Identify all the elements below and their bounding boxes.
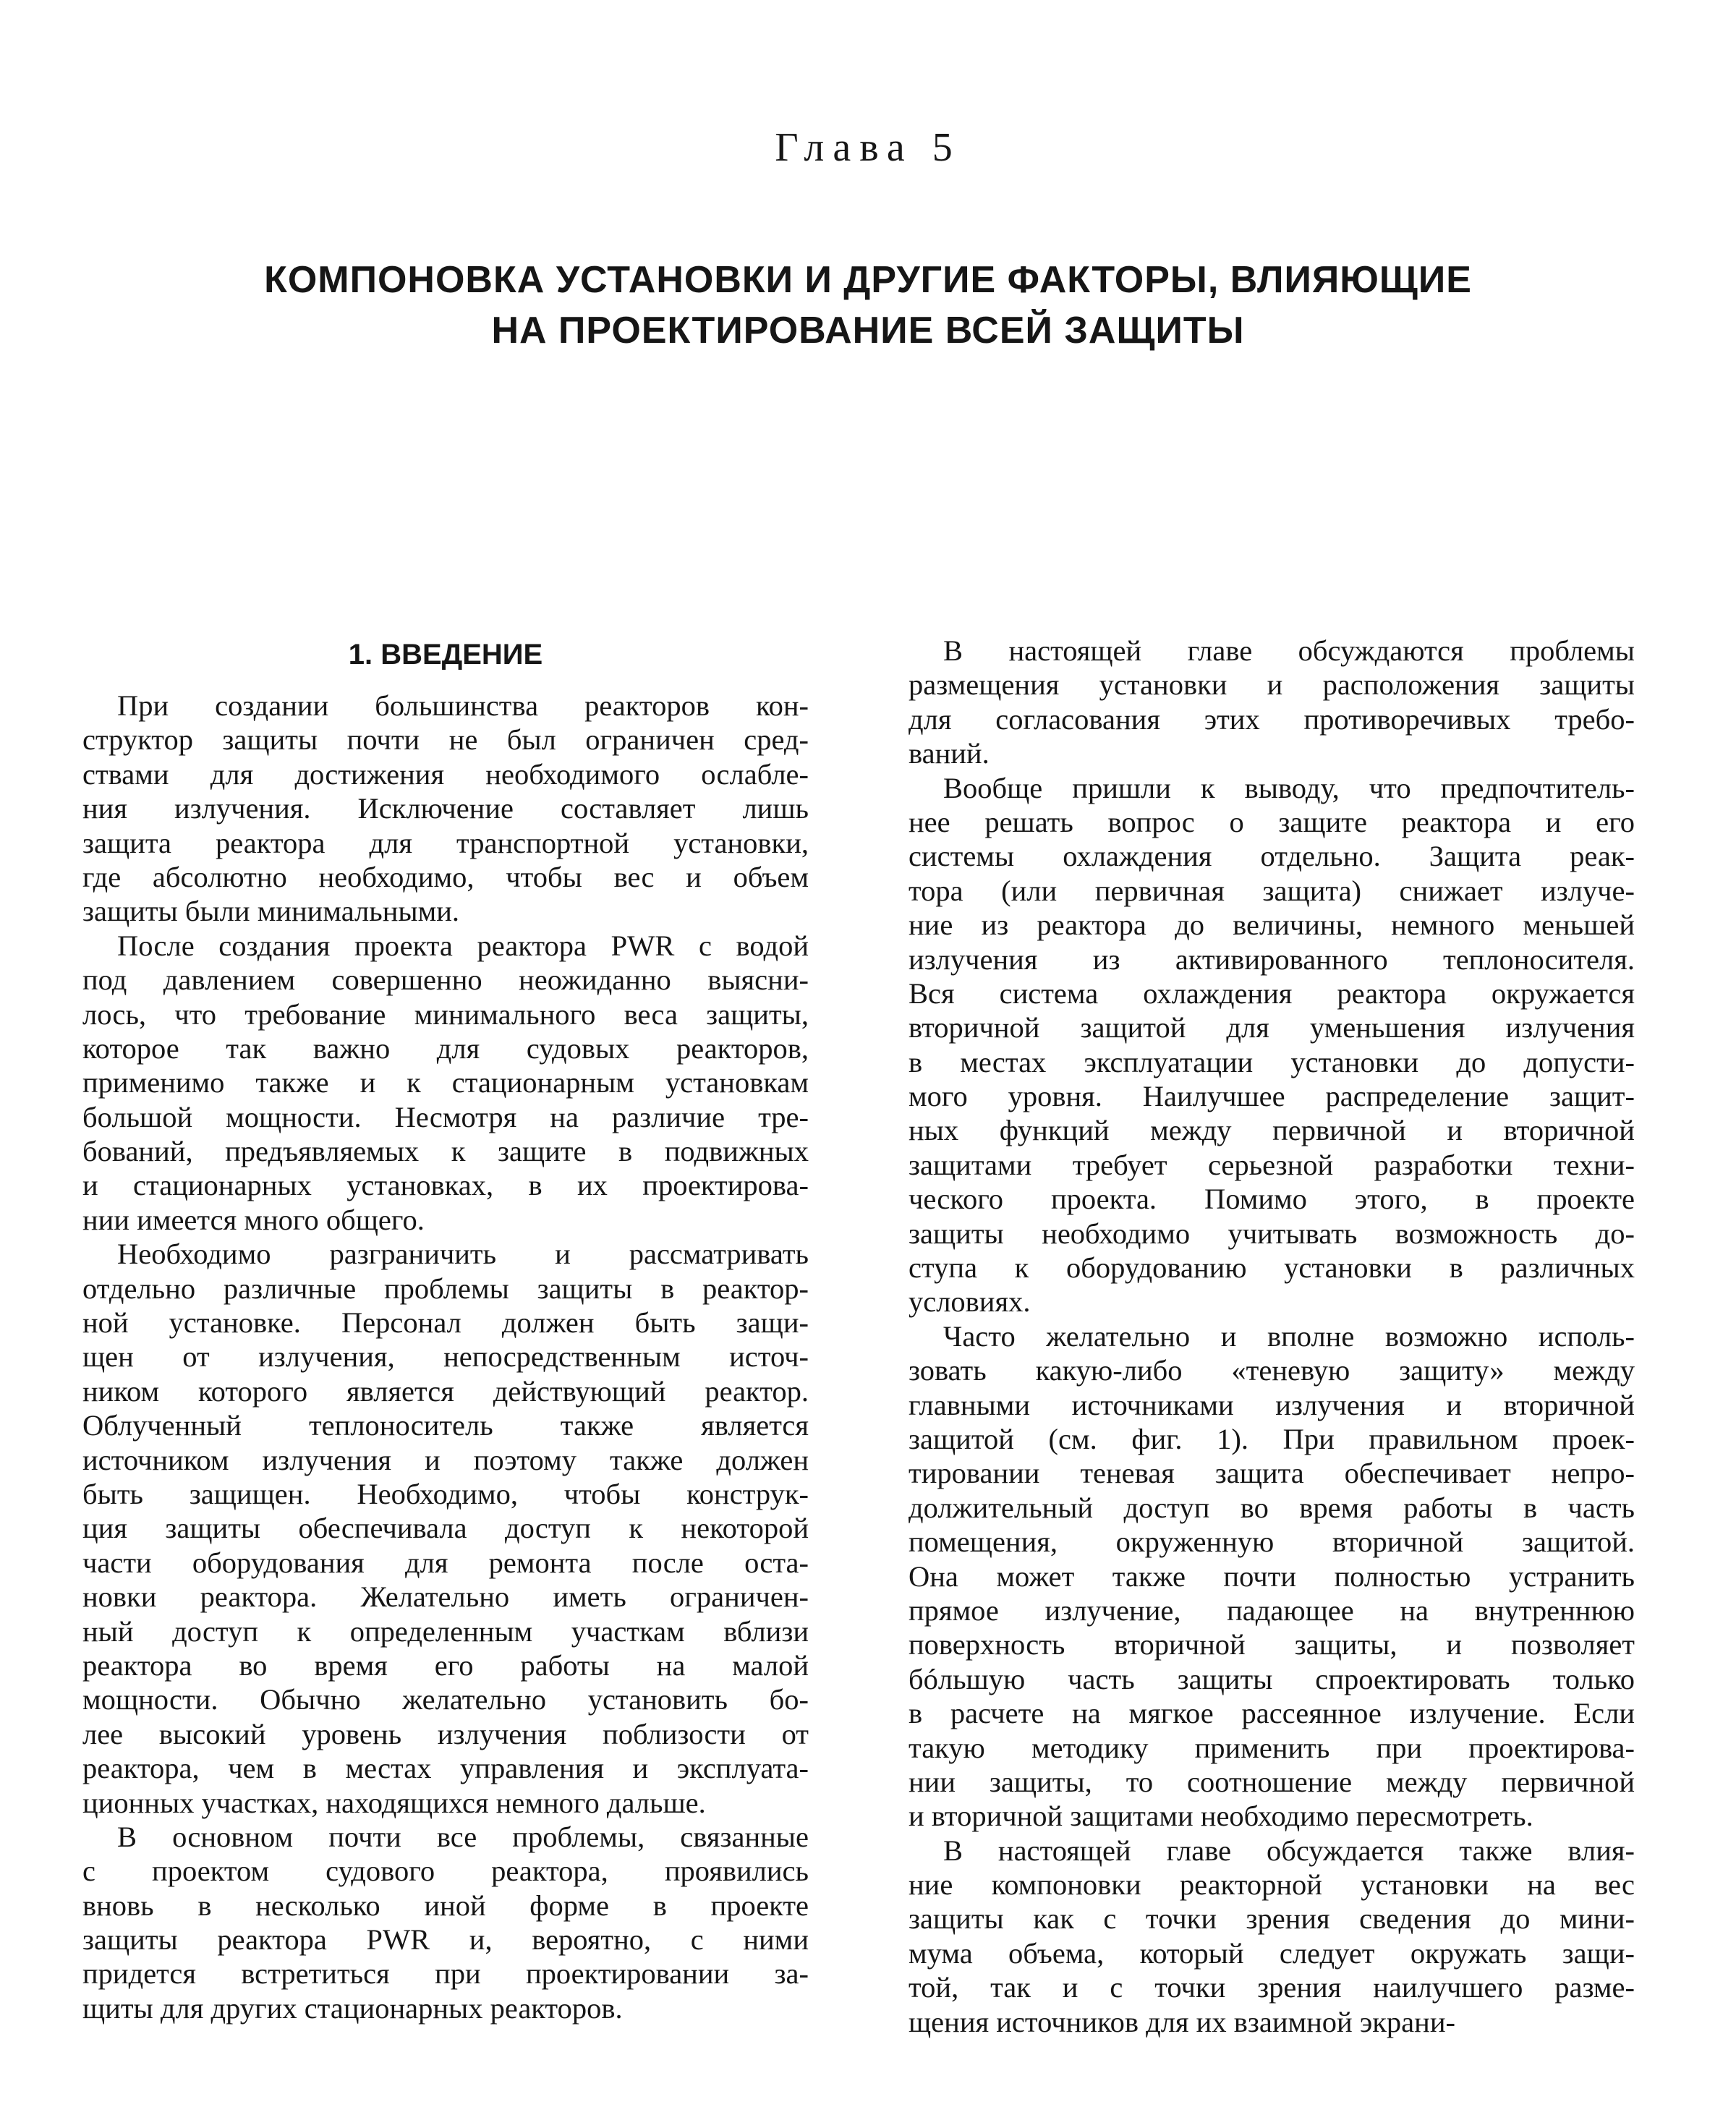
text-line: излучения из активированного теплоносителя. bbox=[909, 942, 1635, 976]
text-line: где абсолютно необходимо, чтобы вес и объем bbox=[82, 860, 809, 893]
text-line: должительный доступ во время работы в часть bbox=[909, 1491, 1635, 1524]
chapter-title-line-1: КОМПОНОВКА УСТАНОВКИ И ДРУГИЕ ФАКТОРЫ, ВЛИЯЮЩИЕ bbox=[264, 259, 1472, 301]
text-line: Облученный теплоноситель также является bbox=[82, 1409, 809, 1442]
text-line: в расчете на мягкое рассеянное излучение. Если bbox=[909, 1697, 1635, 1730]
text-line: нии защиты, то соотношение между первичной bbox=[909, 1765, 1635, 1798]
text-line: щиты для других стационарных реакторов. bbox=[82, 1991, 623, 2025]
text-line: мума объема, который следует окружать защи- bbox=[909, 1936, 1635, 1970]
text-line: ния излучения. Исключение составляет лишь bbox=[82, 792, 809, 825]
text-line: ной установке. Персонал должен быть защи- bbox=[82, 1306, 809, 1340]
text-line: После создания проекта реактора PWR с водой bbox=[117, 929, 809, 962]
text-line: условиях. bbox=[909, 1285, 1031, 1319]
text-line: защиты были минимальными. bbox=[82, 895, 460, 928]
text-line: Необходимо разграничить и рассматривать bbox=[117, 1238, 809, 1271]
text-line: применимо также и к стационарным установкам bbox=[82, 1066, 809, 1099]
text-line: защиты необходимо учитывать возможность до- bbox=[909, 1217, 1635, 1250]
text-line: под давлением совершенно неожиданно выясни- bbox=[82, 963, 809, 997]
paragraph bbox=[82, 1237, 809, 1820]
text-line: структор защиты почти не был ограничен сред- bbox=[82, 723, 809, 757]
left-column bbox=[82, 637, 809, 2025]
text-line: главными источниками излучения и вторичной bbox=[909, 1388, 1635, 1421]
text-line: ствами для достижения необходимого ослабле- bbox=[82, 757, 809, 791]
text-line: вторичной защитой для уменьшения излучения bbox=[909, 1011, 1635, 1044]
text-line: защита реактора для транспортной установки, bbox=[82, 826, 809, 859]
text-line: размещения установки и расположения защиты bbox=[909, 668, 1635, 702]
text-line: лее высокий уровень излучения поблизости от bbox=[82, 1717, 809, 1750]
text-line: зовать какую-либо «теневую защиту» между bbox=[909, 1354, 1635, 1387]
text-line: поверхность вторичной защиты, и позволяет bbox=[909, 1628, 1635, 1661]
text-line: щения источников для их взаимной экрани- bbox=[909, 2005, 1455, 2038]
section-heading: 1. ВВЕДЕНИЕ bbox=[348, 639, 543, 671]
text-line: ступа к оборудованию установки в различных bbox=[909, 1251, 1635, 1285]
text-line: лось, что требование минимального веса защиты, bbox=[82, 997, 809, 1031]
text-line: ционных участках, находящихся немного дальше. bbox=[82, 1786, 706, 1819]
text-line: В основном почти все проблемы, связанные bbox=[117, 1820, 809, 1853]
text-line: ние из реактора до величины, немного меньшей bbox=[909, 908, 1635, 942]
text-line: новки реактора. Желательно иметь ограничен- bbox=[82, 1580, 809, 1614]
text-line: ных функций между первичной и вторичной bbox=[909, 1114, 1635, 1147]
text-line: В настоящей главе обсуждаются проблемы bbox=[943, 634, 1635, 667]
text-line: реактора, чем в местах управления и эксплуата- bbox=[82, 1752, 809, 1785]
text-line: защиты реактора PWR и, вероятно, с ними bbox=[82, 1923, 809, 1957]
text-line: Вообще пришли к выводу, что предпочтитель- bbox=[943, 771, 1635, 804]
text-line: Она может также почти полностью устранить bbox=[909, 1559, 1635, 1593]
text-line: отдельно различные проблемы защиты в реактор- bbox=[82, 1272, 809, 1305]
chapter-title bbox=[109, 255, 1628, 356]
text-line: той, так и с точки зрения наилучшего разме- bbox=[909, 1971, 1635, 2004]
text-line: источником излучения и поэтому также должен bbox=[82, 1443, 809, 1476]
text-line: бований, предъявляемых к защите в подвижных bbox=[82, 1135, 809, 1168]
text-line: реактора во время его работы на малой bbox=[82, 1648, 809, 1682]
text-line: мощности. Обычно желательно установить бо- bbox=[82, 1683, 809, 1716]
text-line: большой мощности. Несмотря на различие тре- bbox=[82, 1100, 809, 1133]
text-line: ние компоновки реакторной установки на вес bbox=[909, 1868, 1635, 1902]
text-line: Часто желательно и вполне возможно исполь- bbox=[943, 1319, 1635, 1353]
text-line: защитами требует серьезной разработки техни- bbox=[909, 1148, 1635, 1181]
text-line: в местах эксплуатации установки до допусти- bbox=[909, 1045, 1635, 1078]
right-column bbox=[909, 634, 1635, 2039]
text-line: ником которого является действующий реактор. bbox=[82, 1374, 809, 1408]
text-line: щен от излучения, непосредственным источ- bbox=[82, 1340, 809, 1374]
paragraph bbox=[909, 771, 1635, 1319]
text-line: с проектом судового реактора, проявились bbox=[82, 1855, 809, 1888]
text-line: такую методику применить при проектирова- bbox=[909, 1731, 1635, 1764]
text-line: для согласования этих противоречивых требо- bbox=[909, 702, 1635, 736]
text-line: тора (или первичная защита) снижает излуче- bbox=[909, 874, 1635, 907]
chapter-title-line-2: НА ПРОЕКТИРОВАНИЕ ВСЕЙ ЗАЩИТЫ bbox=[491, 310, 1245, 352]
text-line: мого уровня. Наилучшее распределение защит- bbox=[909, 1080, 1635, 1113]
paragraph bbox=[82, 929, 809, 1238]
text-line: ный доступ к определенным участкам вблизи bbox=[82, 1614, 809, 1648]
text-line: и вторичной защитами необходимо пересмотреть. bbox=[909, 1800, 1533, 1833]
chapter-label: Глава 5 bbox=[775, 125, 961, 170]
text-line: системы охлаждения отдельно. Защита реак- bbox=[909, 840, 1635, 873]
right-paragraphs bbox=[909, 634, 1635, 2039]
text-line: В настоящей главе обсуждается также влия- bbox=[943, 1834, 1635, 1867]
text-line: прямое излучение, падающее на внутреннюю bbox=[909, 1593, 1635, 1627]
left-paragraphs bbox=[82, 689, 809, 2025]
text-line: При создании большинства реакторов кон- bbox=[117, 689, 809, 722]
text-line: ческого проекта. Помимо этого, в проекте bbox=[909, 1183, 1635, 1216]
paragraph bbox=[82, 689, 809, 929]
text-line: нии имеется много общего. bbox=[82, 1203, 425, 1236]
text-line: вновь в несколько иной форме в проекте bbox=[82, 1889, 809, 1922]
text-line: ция защиты обеспечивала доступ к некоторой bbox=[82, 1512, 809, 1545]
text-line: ваний. bbox=[909, 737, 990, 770]
text-line: которое так важно для судовых реакторов, bbox=[82, 1031, 809, 1065]
text-line: помещения, окруженную вторичной защитой. bbox=[909, 1525, 1635, 1559]
text-line: бóльшую часть защиты спроектировать только bbox=[909, 1662, 1635, 1695]
text-line: быть защищен. Необходимо, чтобы конструк- bbox=[82, 1477, 809, 1510]
text-line: нее решать вопрос о защите реактора и его bbox=[909, 805, 1635, 838]
text-line: придется встретиться при проектировании за- bbox=[82, 1957, 809, 1991]
paragraph bbox=[909, 1319, 1635, 1834]
text-line: защиты как с точки зрения сведения до мини- bbox=[909, 1902, 1635, 1936]
paragraph bbox=[909, 634, 1635, 771]
paragraph bbox=[909, 1834, 1635, 2039]
text-line: Вся система охлаждения реактора окружается bbox=[909, 976, 1635, 1010]
text-line: защитой (см. фиг. 1). При правильном проек- bbox=[909, 1422, 1635, 1455]
text-line: тировании теневая защита обеспечивает непро- bbox=[909, 1457, 1635, 1490]
text-line: части оборудования для ремонта после оста- bbox=[82, 1546, 809, 1579]
text-line: и стационарных установках, в их проектирова- bbox=[82, 1169, 809, 1202]
paragraph bbox=[82, 1820, 809, 2025]
